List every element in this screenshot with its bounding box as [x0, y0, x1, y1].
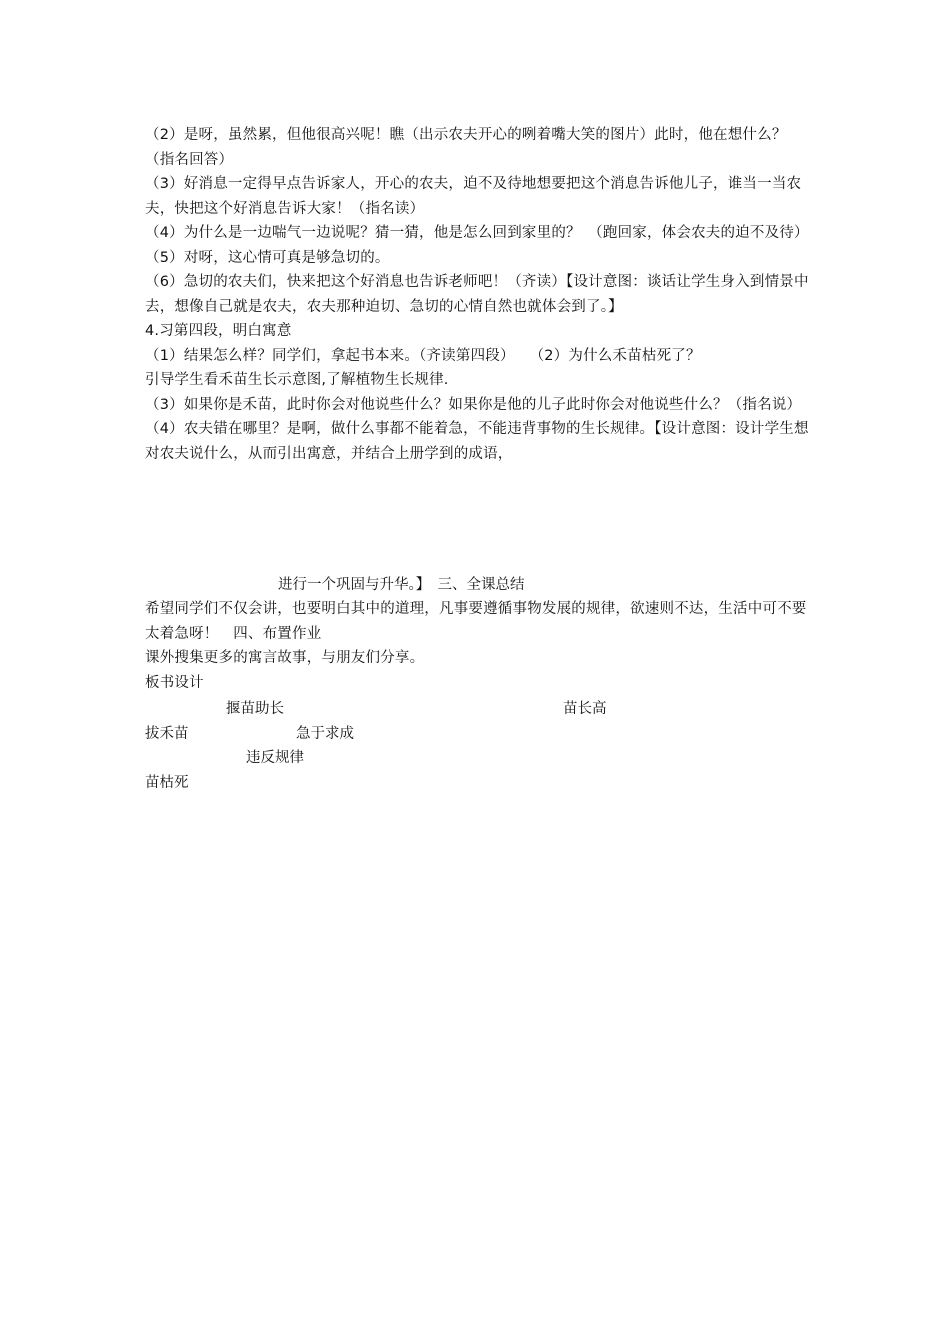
board-row3-left: 苗枯死: [145, 775, 189, 791]
board-row1-left: 拔禾苗: [145, 726, 189, 742]
paragraph-homework: 课外搜集更多的寓言故事，与朋友们分享。: [145, 650, 425, 666]
paragraph-step-2: （2）是呀，虽然累，但他很高兴呢！瞧（出示农夫开心的咧着嘴大笑的图片）此时，他在想什么？（指名回答）: [145, 127, 787, 168]
continuation-line: 进行一个巩固与升华。】 三、全课总结: [278, 577, 525, 593]
paragraph-step-3: （3）好消息一定得早点告诉家人，开心的农夫，迫不及待地想要把这个消息告诉他儿子，谁当一当农夫，快把这个好消息告诉大家！（指名读）: [145, 176, 802, 217]
paragraph-summary: 希望同学们不仅会讲，也要明白其中的道理，凡事要遵循事物发展的规律，欲速则不达，生活中可不要太着急呀！ 四、布置作业: [145, 601, 807, 642]
paragraph-part4-q3-q4: （3）如果你是禾苗，此时你会对他说些什么？如果你是他的儿子此时你会对他说些什么？（指名说）（4）农夫错在哪里？是啊，做什么事都不能着急，不能违背事物的生长规律。【设计意图：设计学生想对农夫说什么，从而引出寓意，并结合上册学到的成语，: [145, 396, 809, 462]
lesson-steps-section: [145, 123, 831, 466]
section-heading-4: 4.习第四段，明白寓意: [145, 323, 292, 339]
paragraph-part4-q1-q2: （1）结果怎么样？同学们，拿起书本来。（齐读第四段） （2）为什么禾苗枯死了？: [145, 347, 701, 364]
summary-section: [145, 597, 809, 695]
paragraph-step-6: （6）急切的农夫们，快来把这个好消息也告诉老师吧！（齐读）【设计意图：谈话让学生身入到情景中去，想像自己就是农夫，农夫那种迫切、急切的心情自然也就体会到了。】: [145, 274, 809, 315]
paragraph-step-4-5: （4）为什么是一边喘气一边说呢？猜一猜，他是怎么回到家里的？ （跑回家，体会农夫的迫不及待） （5）对呀，这心情可真是够急切的。: [145, 225, 831, 266]
paragraph-growth-diagram: 引导学生看禾苗生长示意图,了解植物生长规律.: [145, 372, 449, 388]
board-row2-mid: 违反规律: [246, 750, 304, 766]
board-title-left: 揠苗助长: [226, 701, 284, 717]
board-row1-mid: 急于求成: [296, 726, 354, 742]
board-title-right: 苗长高: [563, 701, 607, 717]
board-design-heading: 板书设计: [145, 674, 204, 691]
